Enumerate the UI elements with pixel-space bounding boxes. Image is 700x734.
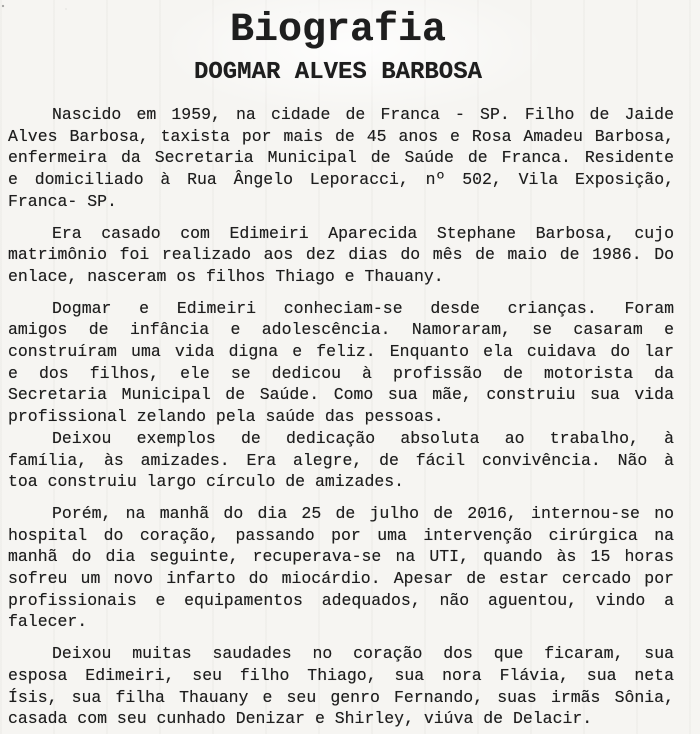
text-line: e domiciliado à Rua Ângelo Leporacci, nº 502, Vila Exposição, xyxy=(8,170,674,190)
document-header xyxy=(0,0,700,88)
text-line: família, às amizades. Era alegre, de fácil convivência. Não à xyxy=(8,450,674,470)
text-line: profissional zelando pela saúde das pessoas. xyxy=(8,407,444,427)
paragraph-3 xyxy=(8,298,674,428)
document-body xyxy=(0,104,700,730)
text-line: enfermeira da Secretaria Municipal de Saúde de Franca. Residente xyxy=(8,148,674,168)
text-line: Deixou exemplos de dedicação absoluta ao trabalho, à xyxy=(52,428,674,448)
text-line: e dos filhos, ele se dedicou à profissão de motorista da xyxy=(8,363,674,383)
text-line: Secretaria Municipal de Saúde. Como sua mãe, construiu sua vida xyxy=(8,385,674,405)
text-line: esposa Edimeiri, seu filho Thiago, sua nora Flávia, sua neta xyxy=(8,665,674,685)
text-line: Era casado com Edimeiri Aparecida Stephane Barbosa, cujo xyxy=(52,223,674,243)
text-line: manhã do dia seguinte, recuperava-se na UTI, quando às 15 horas xyxy=(8,547,674,567)
text-line: construíram uma vida digna e feliz. Enquanto ela cuidava do lar xyxy=(8,342,674,362)
text-line: profissionais e equipamentos adequados, não aguentou, vindo a xyxy=(8,590,674,610)
paragraph-4 xyxy=(8,428,674,493)
text-line: falecer. xyxy=(8,612,88,632)
text-line: enlace, nasceram os filhos Thiago e Thauany. xyxy=(8,266,444,286)
text-line: Deixou muitas saudades no coração dos que ficaram, sua xyxy=(52,644,674,664)
text-line: hospital do coração, passando por uma intervenção cirúrgica na xyxy=(8,525,674,545)
text-line: Ísis, sua filha Thauany e seu genro Fernando, suas irmãs Sônia, xyxy=(8,687,674,707)
text-line: Dogmar e Edimeiri conheciam-se desde crianças. Foram xyxy=(52,298,674,318)
paragraph-5 xyxy=(8,503,674,633)
text-line: Nascido em 1959, na cidade de Franca - SP. Filho de Jaide xyxy=(52,105,674,124)
paragraph-1 xyxy=(8,104,674,213)
text-line: amigos de infância e adolescência. Namoraram, se casaram e xyxy=(8,320,674,340)
text-line: casada com seu cunhado Denizar e Shirley, viúva de Delacir. xyxy=(8,709,593,729)
text-line: Alves Barbosa, taxista por mais de 45 anos e Rosa Amadeu Barbosa, xyxy=(8,126,674,146)
text-line: sofreu um novo infarto do miocárdio. Apesar de estar cercado por xyxy=(8,569,674,589)
paragraph-2 xyxy=(8,223,674,288)
paragraph-6 xyxy=(8,643,674,730)
text-line: Porém, na manhã do dia 25 de julho de 2016, internou-se no xyxy=(52,503,674,523)
text-line: matrimônio foi realizado aos dez dias do mês de maio de 1986. Do xyxy=(8,245,674,265)
document-subtitle: DOGMAR ALVES BARBOSA xyxy=(193,59,483,86)
document-title: Biografia xyxy=(229,8,447,53)
text-line: Franca- SP. xyxy=(8,191,117,211)
text-line: toa construiu largo círculo de amizades. xyxy=(8,472,405,492)
